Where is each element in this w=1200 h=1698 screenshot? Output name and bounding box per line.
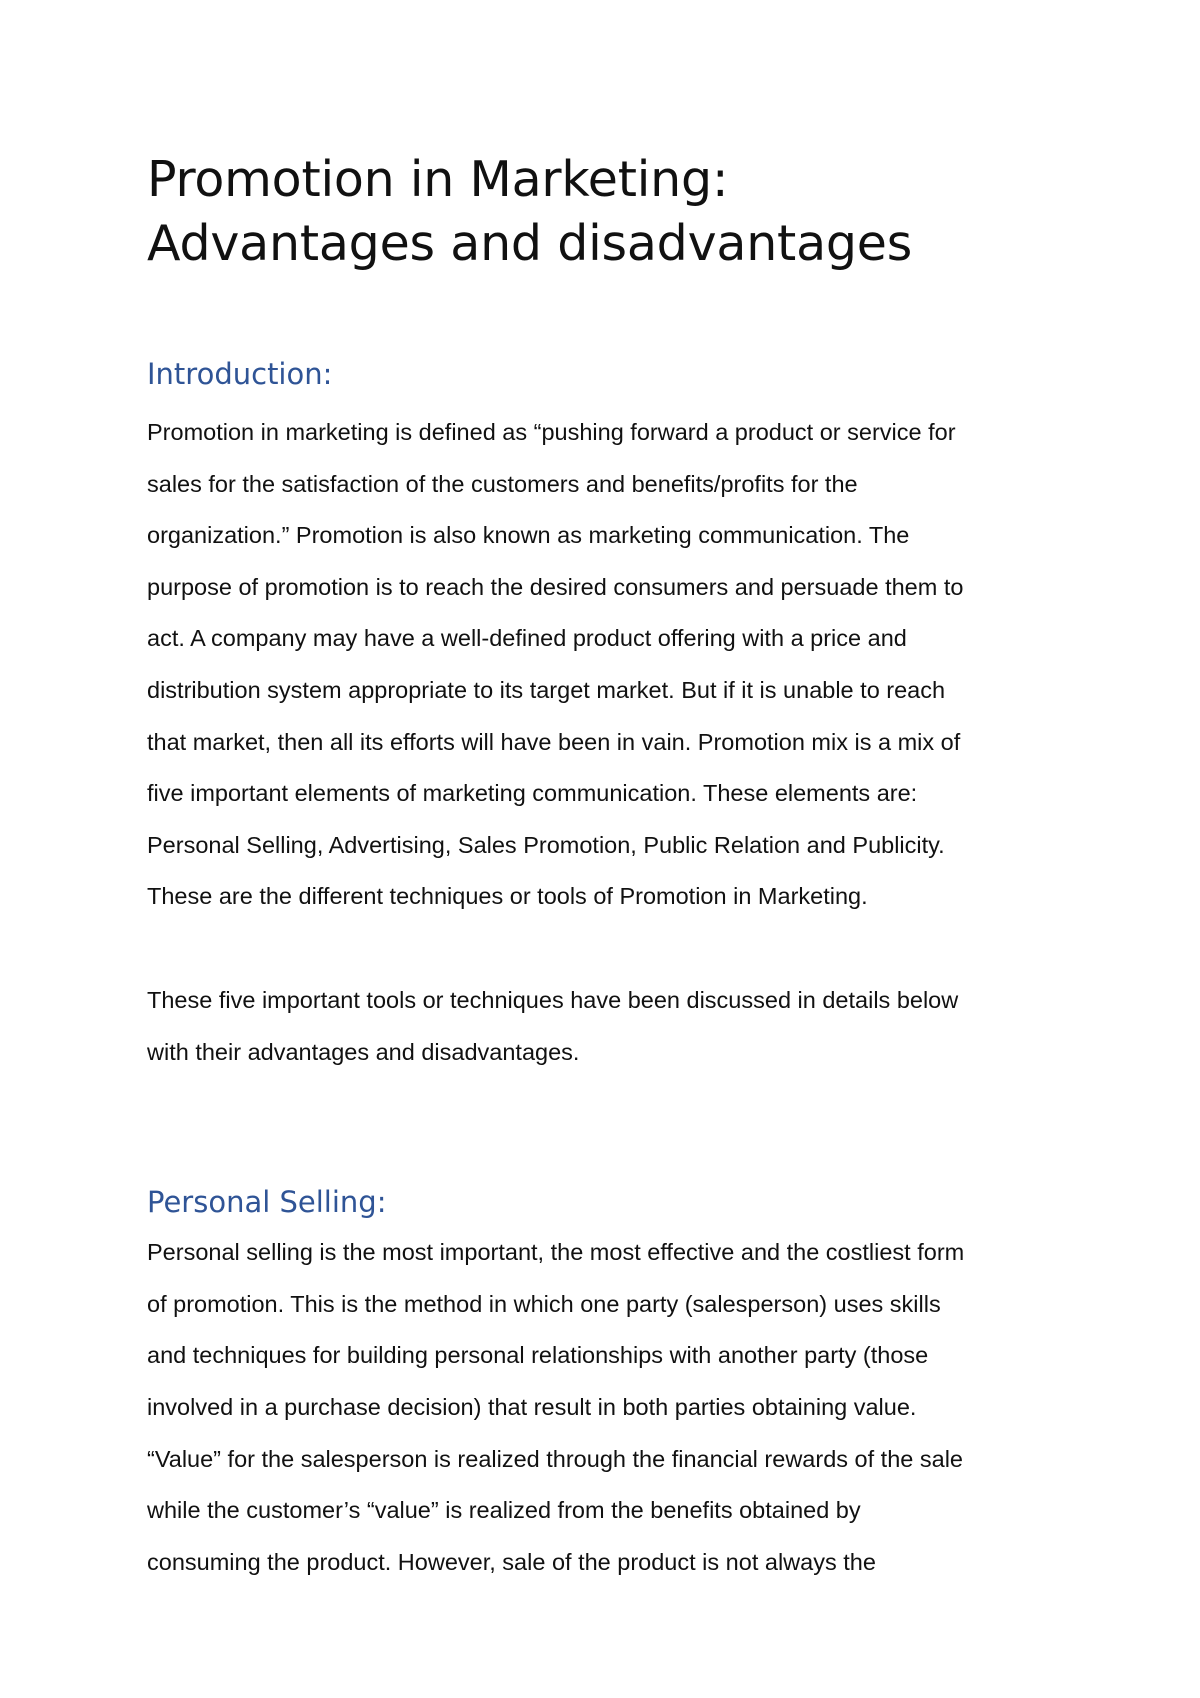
- document-title: [147, 148, 1077, 276]
- document-body: [147, 148, 1077, 1588]
- paragraph-line: Promotion in marketing is defined as “pushing forward a product or service for: [147, 419, 956, 445]
- paragraph-line: consuming the product. However, sale of the product is not always the: [147, 1548, 876, 1575]
- paragraph-line: and techniques for building personal relationships with another party (those: [147, 1342, 929, 1369]
- paragraph-line: “Value” for the salesperson is realized through the financial rewards of the sale: [147, 1445, 963, 1472]
- paragraph-line: organization.” Promotion is also known as marketing communication. The: [147, 522, 910, 549]
- paragraph-line: involved in a purchase decision) that result in both parties obtaining value.: [147, 1393, 917, 1420]
- introduction-heading: Introduction:: [147, 357, 333, 391]
- paragraph-line: sales for the satisfaction of the customers and benefits/profits for the: [147, 470, 858, 497]
- paragraph-line: distribution system appropriate to its target market. But if it is unable to reach: [147, 676, 946, 703]
- paragraph-line: with their advantages and disadvantages.: [147, 1038, 580, 1065]
- paragraph-line: of promotion. This is the method in which one party (salesperson) uses skills: [147, 1290, 941, 1317]
- paragraph-line: Personal Selling, Advertising, Sales Promotion, Public Relation and Publicity.: [147, 831, 945, 858]
- paragraph-line: while the customer’s “value” is realized from the benefits obtained by: [147, 1497, 861, 1524]
- paragraph-line: Personal selling is the most important, the most effective and the costliest form: [147, 1239, 965, 1266]
- paragraph-line: five important elements of marketing communication. These elements are:: [147, 780, 918, 807]
- paragraph-line: These are the different techniques or tools of Promotion in Marketing.: [147, 883, 868, 910]
- tools-paragraph: [147, 975, 1077, 1078]
- paragraph-line: act. A company may have a well-defined product offering with a price and: [147, 625, 907, 652]
- paragraph-line: These five important tools or techniques have been discussed in details below: [147, 986, 959, 1013]
- personal-selling-paragraph: [147, 1227, 1077, 1588]
- paragraph-line: that market, then all its efforts will have been in vain. Promotion mix is a mix of: [147, 728, 961, 755]
- title-line: Advantages and disadvantages: [147, 215, 913, 272]
- paragraph-line: purpose of promotion is to reach the desired consumers and persuade them to: [147, 573, 964, 600]
- personal-selling-heading: Personal Selling:: [147, 1185, 387, 1220]
- introduction-paragraph: [147, 407, 1077, 923]
- title-line: Promotion in Marketing:: [147, 151, 729, 208]
